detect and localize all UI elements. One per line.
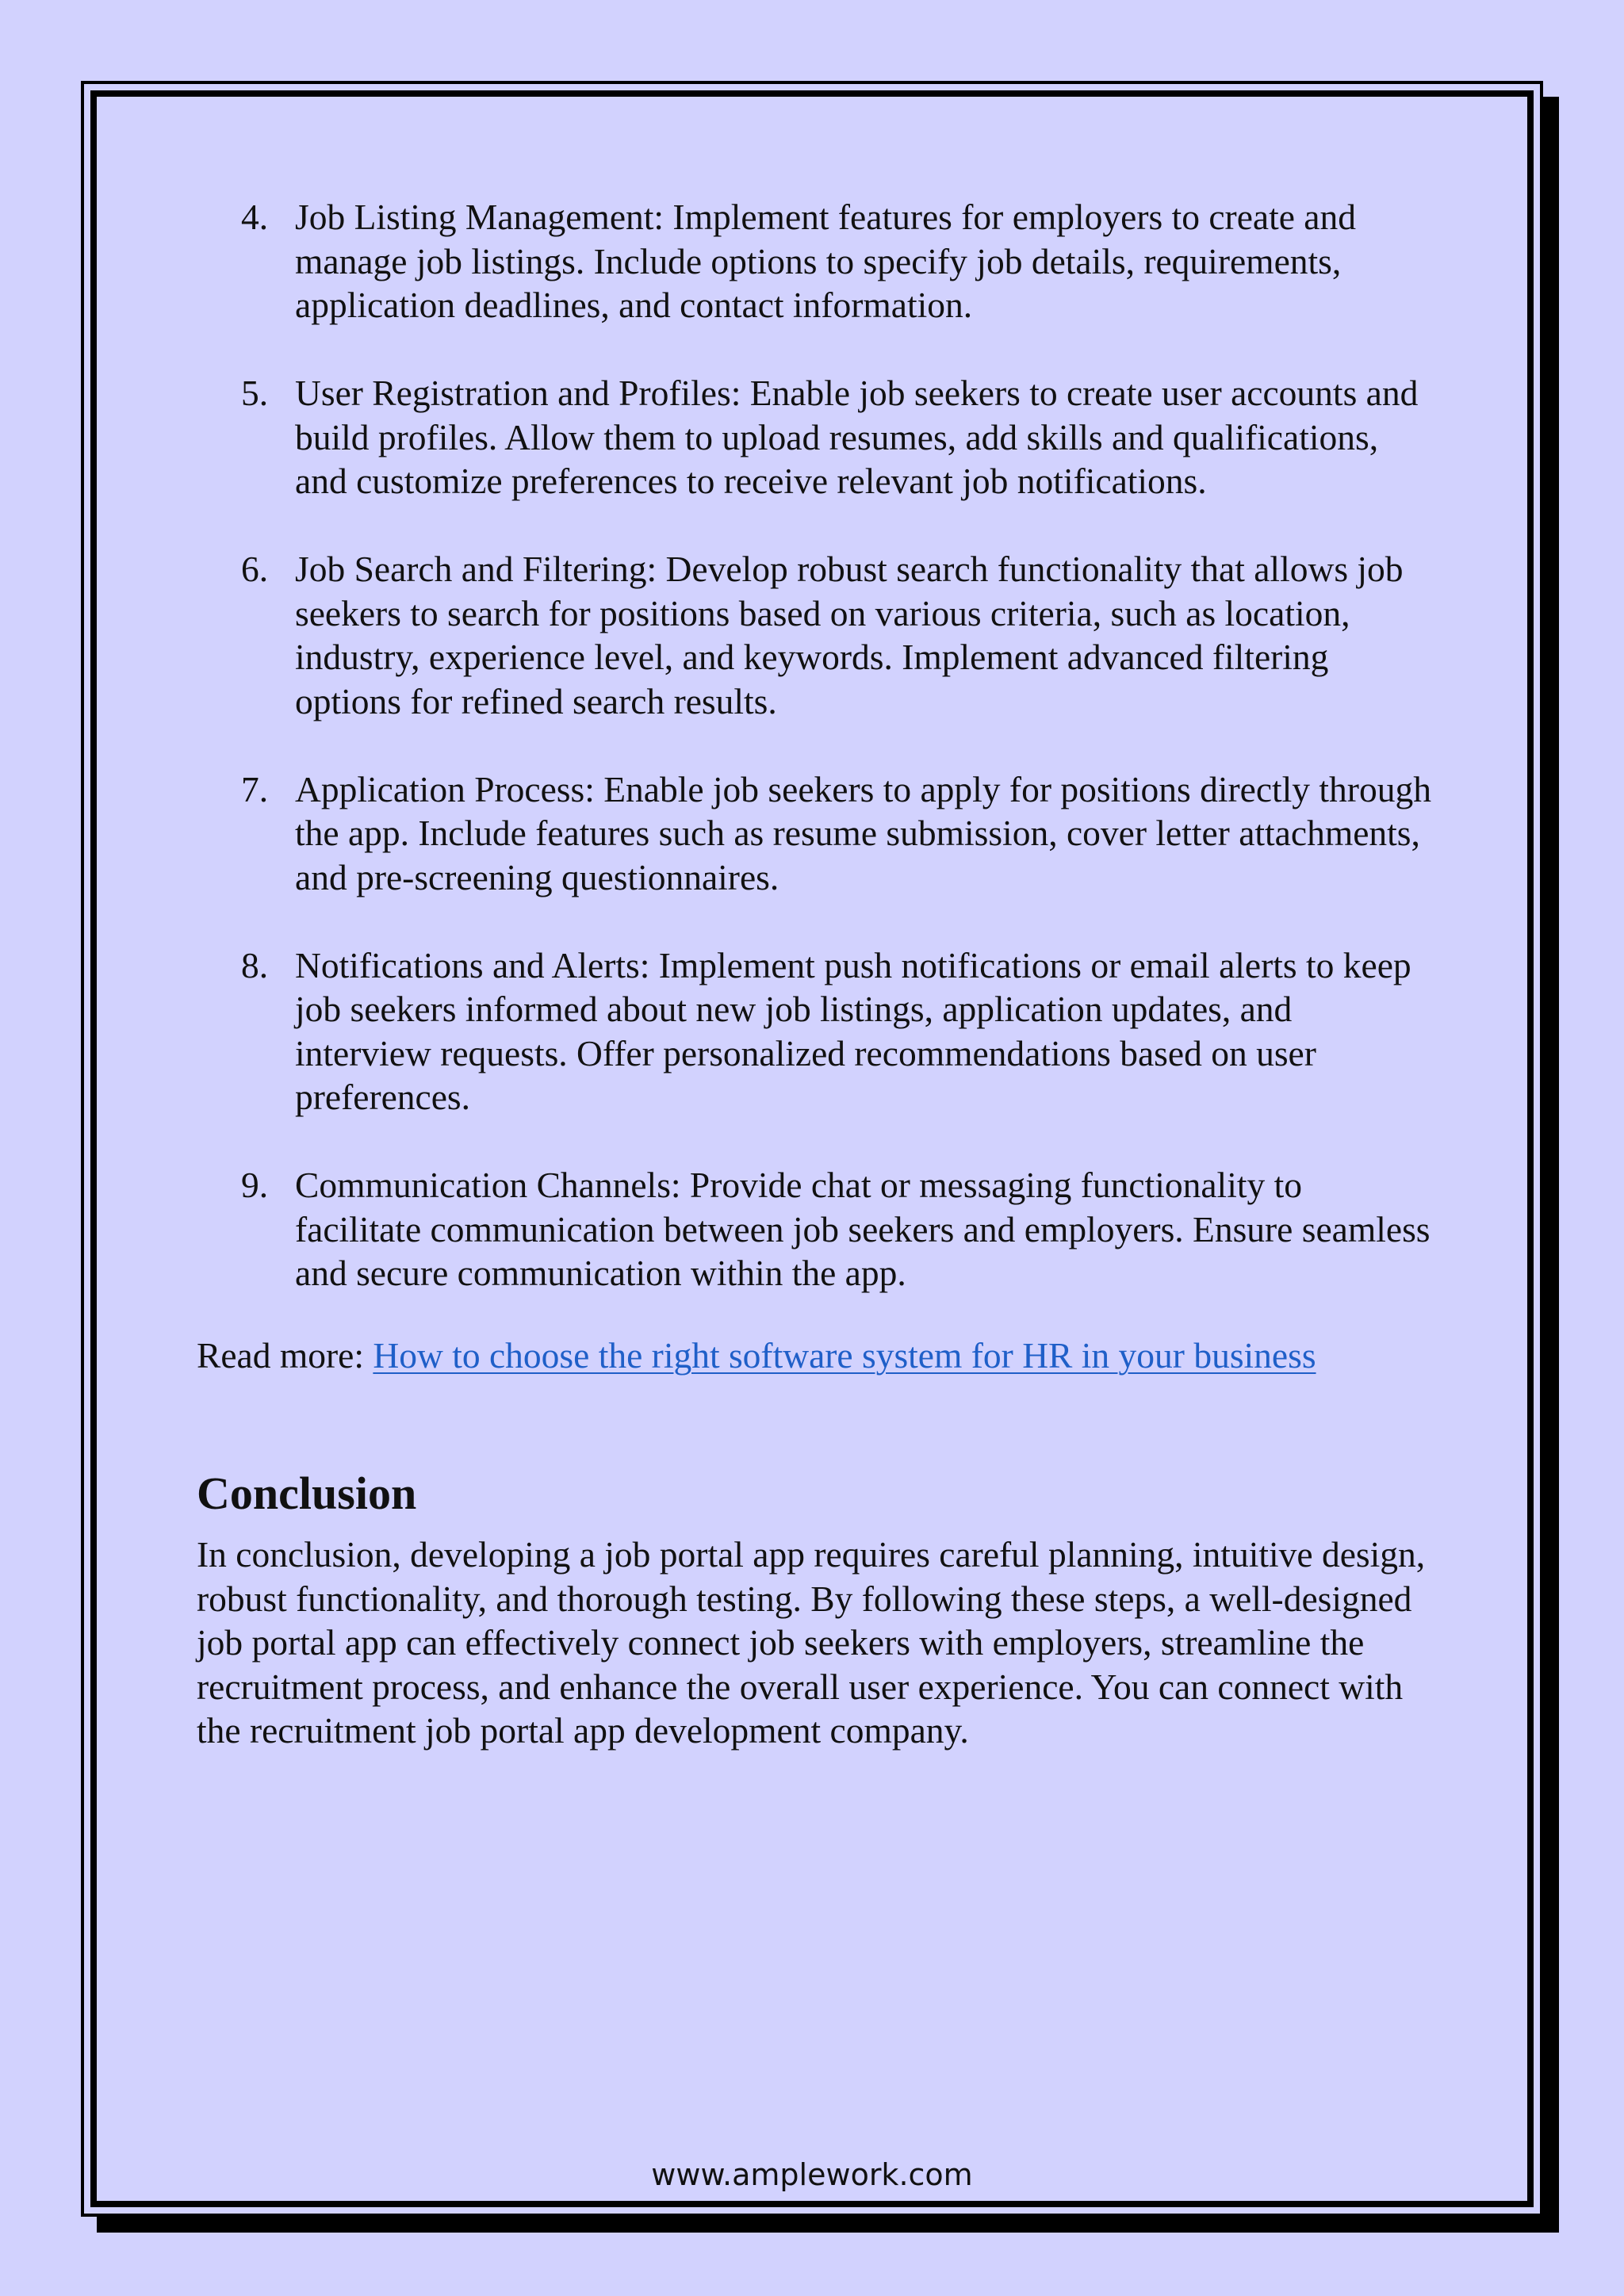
list-item-text: Job Listing Management: Implement features for employers to create and manage job listings. Include options to specify job details, requirements, application deadlines, and contact information. [295, 197, 1357, 325]
list-item [197, 547, 1434, 723]
list-item [197, 371, 1434, 503]
list-item [197, 767, 1434, 900]
list-item [197, 195, 1434, 327]
list-item-text: Application Process: Enable job seekers to apply for positions directly through the app. Include features such as resume submission, cover letter attachments, and pre-screening questionnaires. [295, 768, 1431, 897]
page-content [197, 195, 1434, 1753]
list-item-number: 8. [241, 944, 269, 985]
conclusion-paragraph: In conclusion, developing a job portal app requires careful planning, intuitive design, robust functionality, and thorough testing. By following these steps, a well-designed job portal app can effectively connect job seekers with employers, streamline the recruitment process, and enhance the overall user experience. You can connect with the recruitment job portal app development company. [197, 1534, 1426, 1751]
footer-website: www.amplework.com [651, 2157, 973, 2192]
numbered-steps-list [197, 195, 1434, 1295]
read-more-link[interactable]: How to choose the right software system for HR in your business [373, 1334, 1316, 1376]
list-item-number: 6. [241, 549, 269, 589]
list-item-text: Communication Channels: Provide chat or messaging functionality to facilitate communication between job seekers and employers. Ensure seamless and secure communication within the app. [295, 1165, 1431, 1293]
read-more-paragraph [197, 1334, 1434, 1378]
list-item-text: Notifications and Alerts: Implement push notifications or email alerts to keep job seekers informed about new job listings, application updates, and interview requests. Offer personalized recommendations based on user preferences. [295, 944, 1411, 1117]
list-item [197, 1163, 1434, 1295]
list-item [197, 943, 1434, 1119]
list-item-number: 7. [241, 768, 269, 809]
list-item-number: 9. [241, 1165, 269, 1205]
list-item-text: User Registration and Profiles: Enable job seekers to create user accounts and build profiles. Allow them to upload resumes, add skills and qualifications, and customize preferences to receive relevant job notifications. [295, 373, 1419, 501]
list-item-text: Job Search and Filtering: Develop robust search functionality that allows job seekers to search for positions based on various criteria, such as location, industry, experience level, and keywords. Implement advanced filtering options for refined search results. [295, 549, 1404, 721]
list-item-number: 4. [241, 197, 269, 237]
list-item-number: 5. [241, 373, 269, 413]
conclusion-heading: Conclusion [197, 1468, 417, 1519]
read-more-prefix: Read more: [197, 1334, 373, 1376]
